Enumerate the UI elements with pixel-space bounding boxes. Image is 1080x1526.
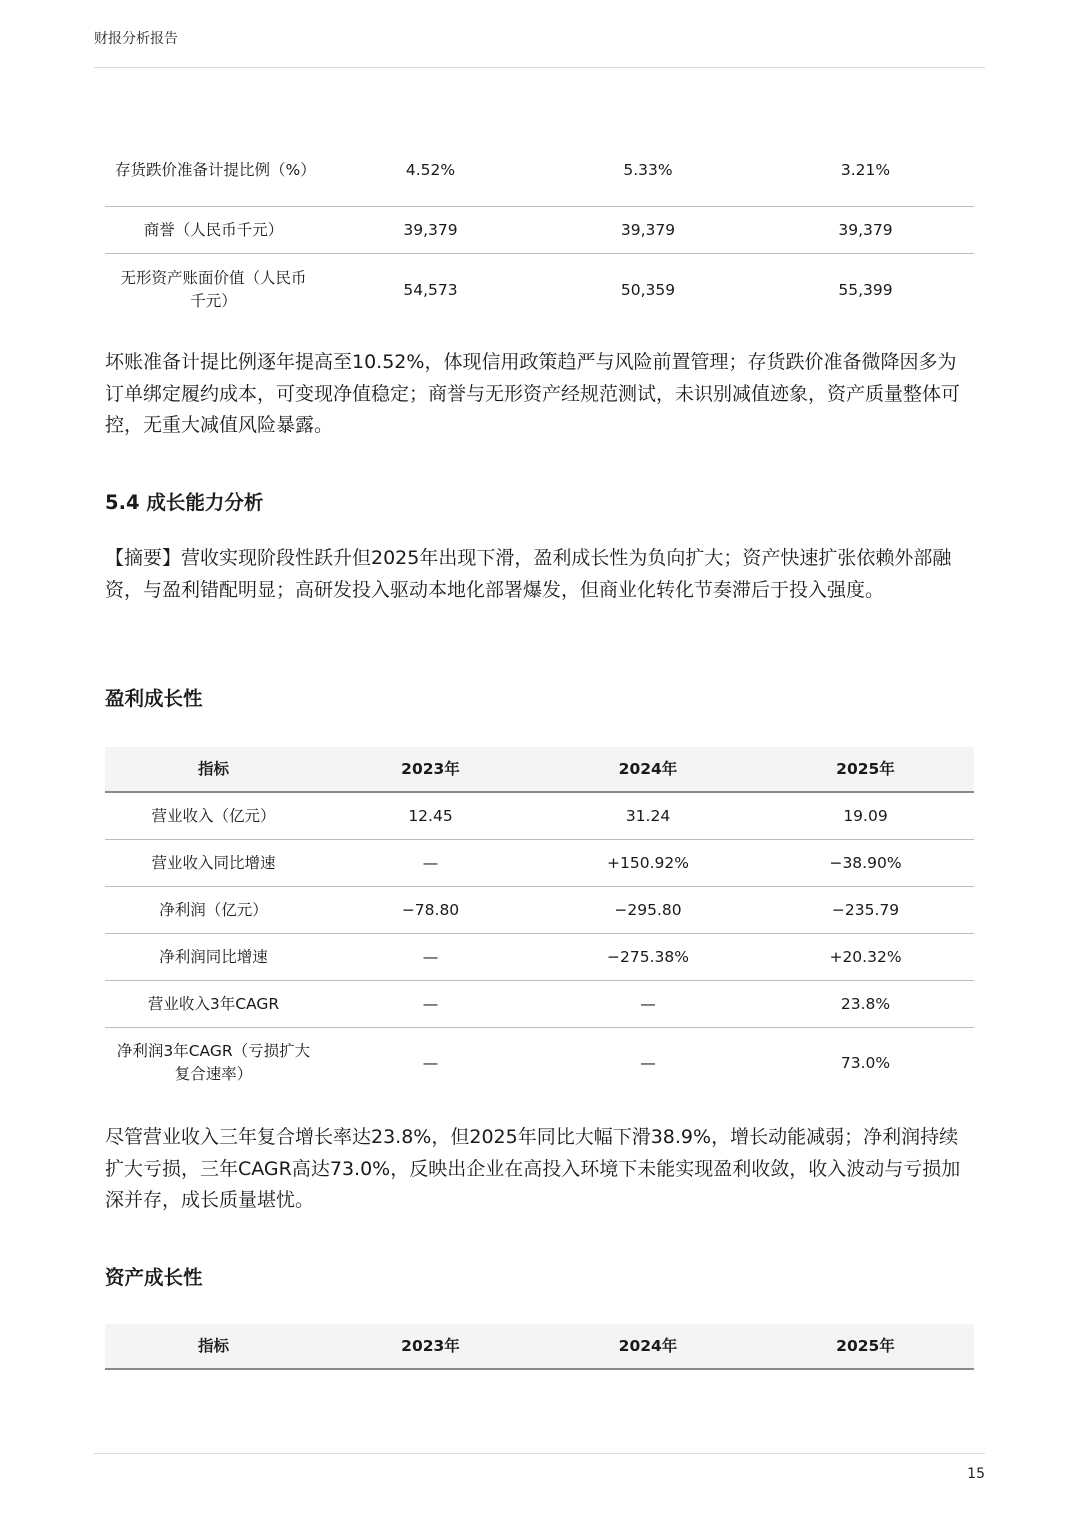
asset-quality-table: [105, 134, 974, 326]
table-row: [105, 207, 974, 254]
table-row: [105, 840, 974, 887]
table-cell: —: [422, 994, 439, 1013]
profit-growth-table: [105, 747, 974, 1098]
table-cell: 营业收入3年CAGR: [147, 994, 280, 1013]
table-cell: 营业收入同比增速: [151, 853, 276, 872]
table-cell: 5.33%: [623, 160, 673, 179]
table-cell: —: [640, 994, 656, 1013]
footer-divider: [94, 1453, 985, 1454]
table-header-row: [105, 747, 974, 792]
table-cell: 39,379: [403, 220, 458, 239]
table-row: [105, 934, 974, 981]
table-cell: 存货跌价准备计提比例（%）: [115, 160, 316, 179]
column-header: 2025年: [836, 1336, 895, 1355]
table-cell: 无形资产账面价值（人民币千元）: [120, 269, 307, 310]
table-cell: −275.38%: [607, 947, 689, 966]
table-row: [105, 134, 974, 207]
table-header-row: [105, 1324, 974, 1369]
table-cell: 12.45: [408, 806, 453, 825]
table-cell: 23.8%: [840, 994, 891, 1013]
table-cell: —: [422, 1053, 439, 1072]
column-header: 2023年: [401, 1336, 460, 1355]
page-number: 15: [967, 1466, 985, 1482]
column-header: 指标: [197, 759, 229, 778]
table-cell: −38.90%: [829, 853, 902, 872]
table-row: [105, 981, 974, 1028]
table-cell: 73.0%: [840, 1053, 891, 1072]
table-cell: −235.79: [831, 900, 900, 919]
section-summary: 【摘要】营收实现阶段性跃升但2025年出现下滑，盈利成长性为负向扩大；资产快速扩张依赖外部融资，与盈利错配明显；高研发投入驱动本地化部署爆发，但商业化转化节奏滞后于投入强度。: [105, 547, 952, 601]
column-header: 2023年: [401, 759, 460, 778]
table-cell: 营业收入（亿元）: [151, 806, 276, 825]
subsection-heading: 盈利成长性: [105, 687, 203, 710]
table-cell: 净利润同比增速: [159, 947, 268, 966]
profit-growth-commentary: 尽管营业收入三年复合增长率达23.8%，但2025年同比大幅下滑38.9%，增长动能减弱；净利润持续扩大亏损，三年CAGR高达73.0%，反映出企业在高投入环境下未能实现盈利收敛，收入波动与亏损加深并存，成长质量堪忧。: [105, 1126, 961, 1211]
report-title: 财报分析报告: [94, 31, 178, 47]
column-header: 指标: [197, 1336, 229, 1355]
table-cell: 净利润3年CAGR（亏损扩大复合速率）: [116, 1042, 311, 1083]
table-cell: 31.24: [625, 806, 671, 825]
table-cell: —: [422, 947, 439, 966]
table-cell: +150.92%: [607, 853, 689, 872]
asset-growth-table: [105, 1324, 974, 1370]
table-cell: −78.80: [401, 900, 460, 919]
header-divider: [94, 67, 985, 68]
column-header: 2025年: [836, 759, 895, 778]
table-row: [105, 1028, 974, 1099]
table-cell: +20.32%: [829, 947, 902, 966]
table-row: [105, 254, 974, 327]
table-row: [105, 792, 974, 840]
table-cell: 39,379: [620, 220, 676, 239]
table-cell: 55,399: [838, 280, 893, 299]
table-cell: 净利润（亿元）: [159, 900, 268, 919]
table-cell: 54,573: [403, 280, 458, 299]
table-cell: −295.80: [614, 900, 682, 919]
table-cell: —: [640, 1053, 656, 1072]
table-cell: 商誉（人民币千元）: [143, 220, 284, 239]
table-cell: 3.21%: [840, 160, 891, 179]
column-header: 2024年: [618, 1336, 678, 1355]
table-cell: —: [422, 853, 439, 872]
table-cell: 4.52%: [405, 160, 456, 179]
subsection-heading: 资产成长性: [105, 1266, 203, 1289]
table-cell: 39,379: [838, 220, 893, 239]
column-header: 2024年: [618, 759, 678, 778]
table-cell: 19.09: [843, 806, 888, 825]
asset-quality-commentary: 坏账准备计提比例逐年提高至10.52%，体现信用政策趋严与风险前置管理；存货跌价准备微降因多为订单绑定履约成本，可变现净值稳定；商誉与无形资产经规范测试，未识别减值迹象，资产质量整体可控，无重大减值风险暴露。: [105, 351, 961, 436]
table-cell: 50,359: [620, 280, 676, 299]
section-heading: 5.4 成长能力分析: [105, 491, 264, 514]
table-row: [105, 887, 974, 934]
